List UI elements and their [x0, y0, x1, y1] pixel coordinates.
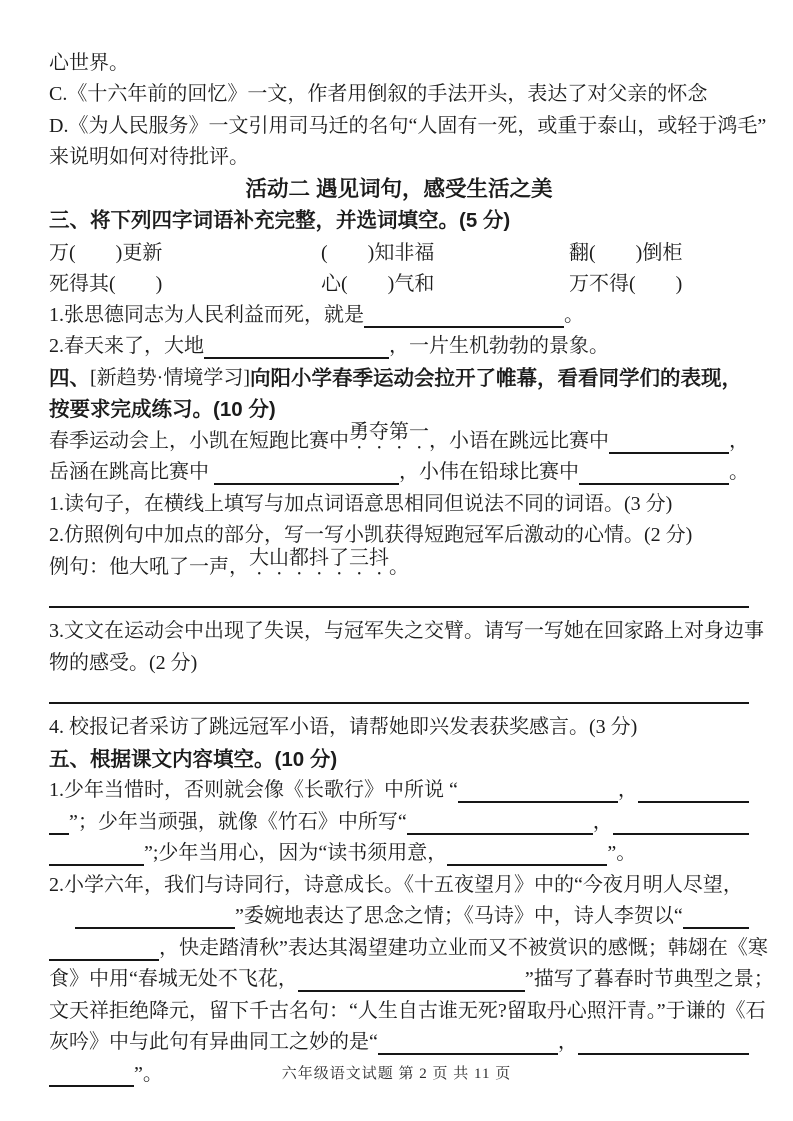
choice-c [49, 76, 749, 108]
text-segment: 四、 [49, 366, 90, 390]
q4-3-continuation [49, 644, 749, 676]
answer-blank [638, 795, 749, 803]
text-segment: ， [592, 810, 613, 833]
answer-blank [407, 827, 593, 835]
text-segment: ，快走踏清秋”表达其渴望建功立业而又不被赏识的感慨；韩翃在《寒 [159, 936, 768, 959]
text-segment: 。 [729, 461, 749, 483]
text-segment: ， [617, 779, 638, 801]
text-segment: 1.张思德同志为人民利益而死，就是 [49, 303, 364, 326]
q3-2 [49, 328, 749, 360]
section-five-heading [49, 740, 749, 772]
text-segment: 2.小学六年，我们与诗同行，诗意成长。《十五夜望月》中的“今夜月明人尽望， [49, 873, 743, 896]
answer-blank [378, 1047, 558, 1055]
text-segment: 2.仿照例句中加点的部分，写一写小凯获得短跑冠军后激动的心情。(2 分) [49, 524, 693, 546]
page-footer: 六年级语文试题 第 2 页 共 11 页 [281, 1066, 512, 1082]
text-segment: 灰吟》中与此句有异曲同工之妙的是“ [49, 1031, 378, 1053]
text-segment: ”。 [607, 842, 637, 864]
activity-two-heading [49, 170, 749, 202]
idiom-row-2 [49, 265, 749, 297]
answer-blank [364, 320, 564, 328]
idiom-blank-item: 死得其( ) [49, 273, 163, 295]
text-segment: ， [557, 1031, 578, 1053]
text-segment: 。 [564, 303, 584, 326]
text-segment: 1.读句子，在横线上填写与加点词语意思相同但说法不同的词语。(3 分) [49, 492, 673, 515]
answer-blank [49, 858, 144, 866]
text-segment: 来说明如何对待批评。 [49, 146, 249, 168]
q3-1 [49, 296, 749, 328]
answer-blank [49, 827, 69, 835]
emphasized-text: 勇夺第一 [349, 420, 429, 443]
text-segment: 春季运动会上，小凯在短跑比赛中 [49, 429, 349, 452]
text-segment: ”描写了暮春时节典型之景； [524, 968, 774, 990]
text-segment: 五、根据课文内容填空。(10 分) [49, 747, 338, 771]
text-segment: ， [729, 429, 749, 452]
text-segment: 食》中用“春城无处不飞花， [49, 968, 298, 990]
q5-2-line4 [49, 961, 774, 993]
q5-2-line6 [49, 1024, 749, 1056]
answer-blank [204, 351, 389, 359]
text-segment: 例句：他大吼了一声， [49, 555, 249, 578]
line-continuation-xin-shijie [49, 44, 749, 76]
text-segment: ”。 [134, 1062, 163, 1085]
text-segment: ，小语在跳远比赛中 [429, 429, 609, 452]
text-segment: 2.春天来了，大地 [49, 335, 204, 357]
choice-d [49, 107, 767, 139]
q4-2-example [49, 548, 749, 580]
idiom-blank-item: 万( )更新 [49, 241, 163, 264]
q4-context-line1 [49, 422, 749, 454]
text-segment: ”委婉地表达了思念之情；《马诗》中，诗人李贺以“ [235, 905, 683, 927]
text-segment: 文天祥拒绝降元，留下千古名句：“人生自古谁无死?留取丹心照汗青。”于谦的《石 [49, 999, 766, 1022]
answer-blank [578, 1047, 749, 1055]
text-segment: 三、将下列四字词语补充完整，并选词填空。(5 分) [49, 209, 511, 232]
text-segment: 心世界。 [49, 51, 129, 74]
text-segment: 。 [389, 555, 409, 578]
q4-3 [49, 613, 764, 645]
answer-rule-1 [49, 580, 749, 608]
answer-rule-2 [49, 676, 749, 704]
text-segment: [新趋势·情境学习] [90, 366, 250, 389]
answer-blank [458, 795, 618, 803]
q4-context-line2 [49, 454, 749, 486]
text-segment: ，小伟在铅球比赛中 [399, 461, 579, 483]
q4-1 [49, 485, 749, 517]
text-segment: ”；少年当顽强，就像《竹石》中所写“ [69, 810, 407, 833]
q4-2 [49, 517, 749, 549]
idiom-blank-item: ( )知非福 [321, 241, 435, 264]
text-segment: ”;少年当用心，因为“读书须用意， [144, 842, 448, 864]
answer-blank [75, 921, 235, 929]
text-segment: 3.文文在运动会中出现了失误，与冠军失之交臂。请写一写她在回家路上对身边事 [49, 620, 764, 642]
text-segment: ，一片生机勃勃的景象。 [389, 335, 609, 357]
answer-blank [298, 984, 525, 992]
idiom-blank-item: 万不得( ) [569, 273, 683, 295]
answer-blank [613, 827, 749, 835]
emphasized-text: 大山都抖了三抖 [249, 546, 389, 569]
answer-blank [609, 446, 729, 454]
q5-2-line1 [49, 866, 749, 898]
text-segment: C.《十六年前的回忆》一文，作者用倒叙的手法开头，表达了对父亲的怀念 [49, 83, 708, 105]
q5-2-line3 [49, 929, 768, 961]
answer-blank [447, 858, 607, 866]
text-segment: 4. 校报记者采访了跳远冠军小语，请帮她即兴发表获奖感言。(3 分) [49, 716, 638, 738]
q5-1-line3 [49, 835, 749, 867]
text-segment: 活动二 遇见词句，感受生活之美 [245, 176, 553, 201]
text-segment: 物的感受。(2 分) [49, 651, 198, 674]
answer-blank [579, 477, 729, 485]
idiom-blank-item: 心( )气和 [321, 273, 435, 295]
section-four-heading-continuation [49, 391, 749, 423]
q5-1-line1 [49, 772, 749, 804]
text-segment: 按要求完成练习。(10 分) [49, 398, 276, 421]
text-segment: 1.少年当惜时，否则就会像《长歌行》中所说 “ [49, 779, 458, 801]
answer-blank [49, 953, 159, 961]
answer-blank [214, 477, 399, 485]
text-segment: 岳涵在跳高比赛中 [49, 461, 214, 483]
choice-d-continuation [49, 139, 749, 171]
q5-1-line2 [49, 803, 749, 835]
text-segment: 向阳小学春季运动会拉开了帷幕，看看同学们的表现， [249, 366, 742, 390]
q5-2-line2 [49, 898, 749, 930]
idiom-row-1 [49, 233, 749, 265]
section-four-heading [49, 359, 749, 391]
answer-blank [683, 921, 749, 929]
q4-4 [49, 709, 749, 741]
q5-2-line5 [49, 992, 766, 1024]
text-segment: D.《为人民服务》一文引用司马迁的名句“人固有一死，或重于泰山，或轻于鸿毛” [49, 114, 767, 137]
idiom-blank-item: 翻( )倒柜 [569, 241, 683, 264]
section-three-heading [49, 202, 749, 234]
